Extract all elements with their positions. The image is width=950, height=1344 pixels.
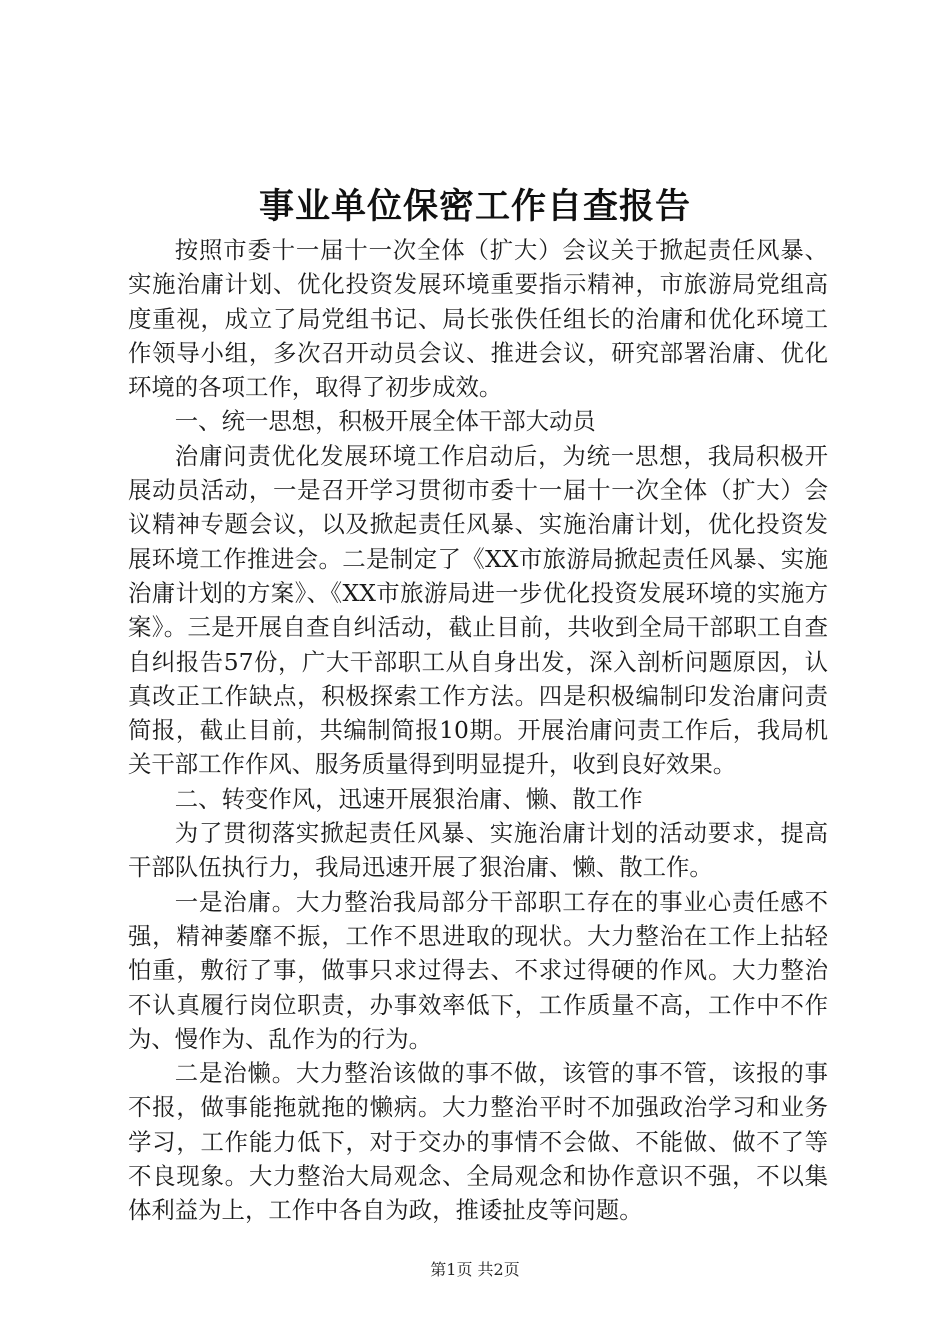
paragraph-section-1: 治庸问责优化发展环境工作启动后，为统一思想，我局积极开展动员活动，一是召开学习贯彻市委十一届十一次全体（扩大）会议精神专题会议，以及掀起责任风暴、实施治庸计划，优化投资发展环境工作推进会。二是制定了《XX市旅游局掀起责任风暴、实施治庸计划的方案》、《XX市旅游局进一步优化投资发展环境的实施方案》。三是开展自查自纠活动，截止目前，共收到全局干部职工自查自纠报告57份，广大干部职工从自身出发，深入剖析问题原因，认真改正工作缺点，积极探索工作方法。四是积极编制印发治庸问责简报，截止目前，共编制简报10期。开展治庸问责工作后，我局机关干部工作作风、服务质量得到明显提升，收到良好效果。 [128,441,828,779]
paragraph-section-2-intro: 为了贯彻落实掀起责任风暴、实施治庸计划的活动要求，提高干部队伍执行力，我局迅速开展了狠治庸、懒、散工作。 [128,819,828,882]
page-footer: 第1页 共2页 [430,1260,520,1279]
document-title: 事业单位保密工作自查报告 [258,186,691,227]
paragraph-intro: 按照市委十一届十一次全体（扩大）会议关于掀起责任风暴、实施治庸计划、优化投资发展环境重要指示精神，市旅游局党组高度重视，成立了局党组书记、局长张佚任组长的治庸和优化环境工作领导小组，多次召开动员会议、推进会议，研究部署治庸、优化环境的各项工作，取得了初步成效。 [128,236,828,402]
paragraph-zhiyong: 一是治庸。大力整治我局部分干部职工存在的事业心责任感不强，精神萎靡不振，工作不思进取的现状。大力整治在工作上拈轻怕重，敷衍了事，做事只求过得去、不求过得硬的作风。大力整治不认真履行岗位职责，办事效率低下，工作质量不高，工作中不作为、慢作为、乱作为的行为。 [128,887,828,1053]
section-heading-2: 二、转变作风，迅速开展狠治庸、懒、散工作 [174,784,643,813]
paragraph-zhilan: 二是治懒。大力整治该做的事不做，该管的事不管，该报的事不报，做事能拖就拖的懒病。大力整治平时不加强政治学习和业务学习，工作能力低下，对于交办的事情不会做、不能做、做不了等不良现象。大力整治大局观念、全局观念和协作意识不强，不以集体利益为上，工作中各自为政，推诿扯皮等问题。 [128,1059,828,1225]
section-heading-1: 一、统一思想，积极开展全体干部大动员 [174,407,596,436]
document-body [128,233,828,1228]
